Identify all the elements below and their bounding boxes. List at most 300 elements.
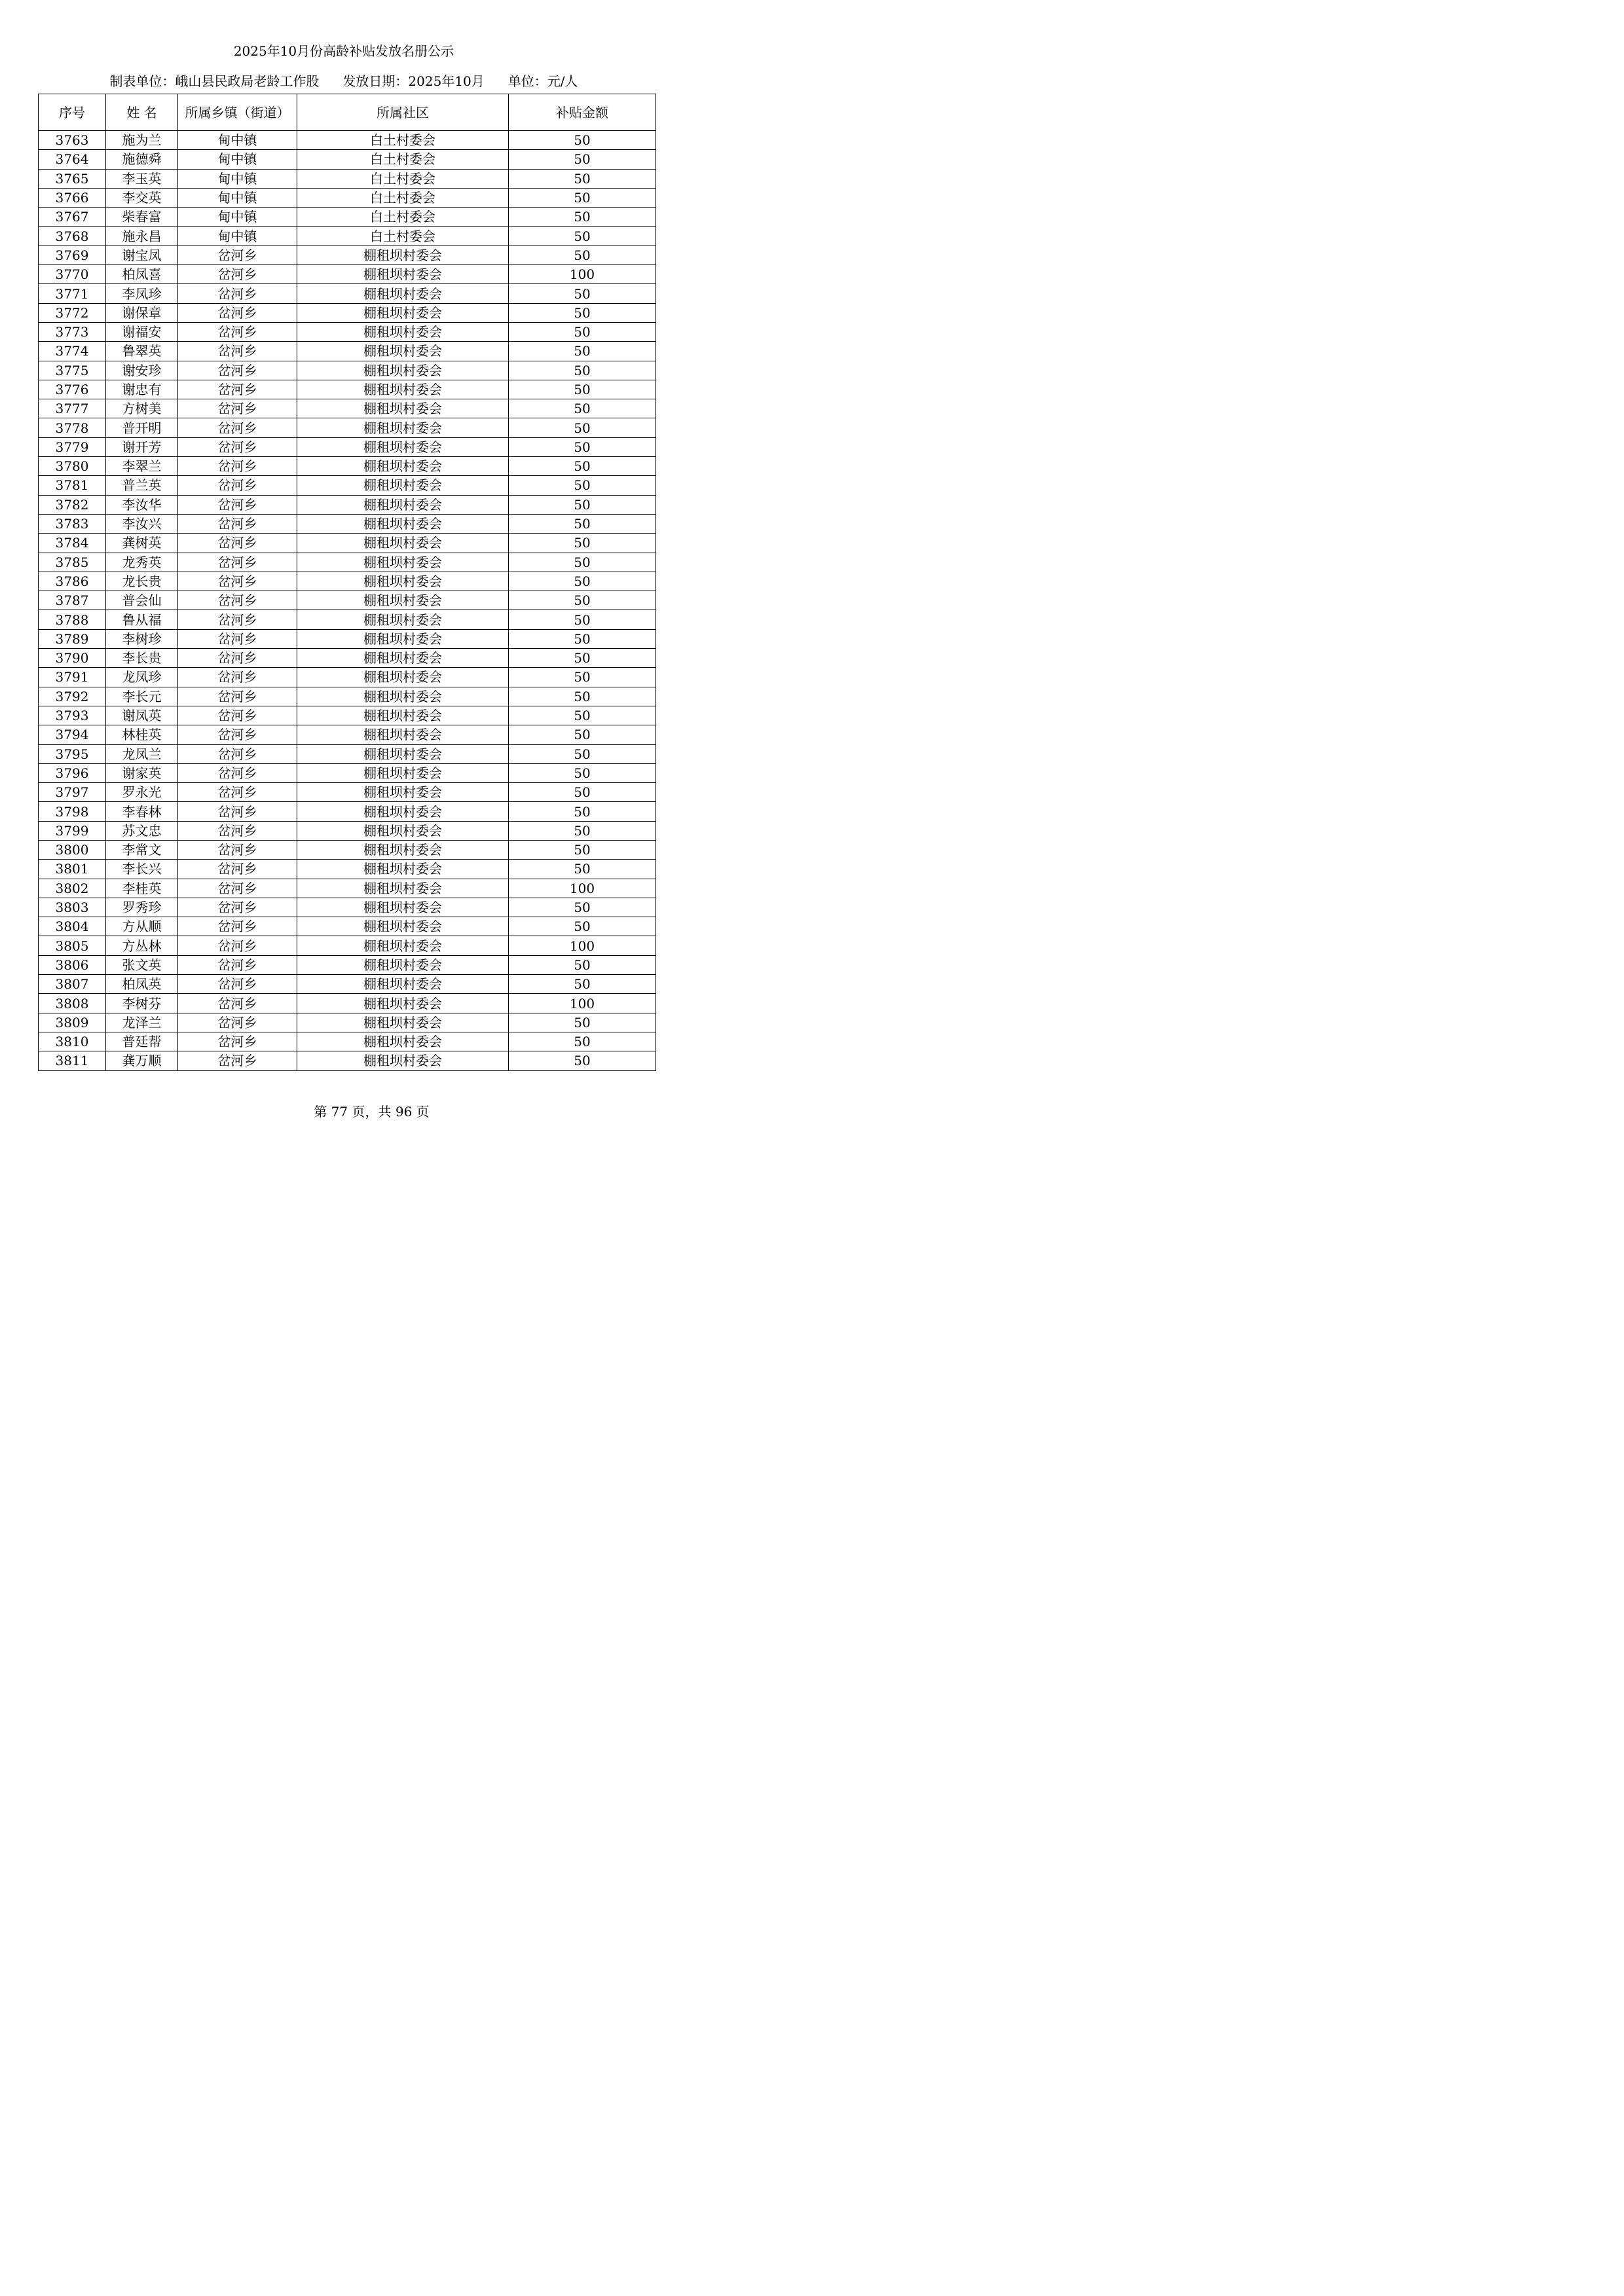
cell-amount: 50 bbox=[509, 246, 656, 264]
cell-serial: 3790 bbox=[39, 649, 106, 668]
table-row bbox=[39, 821, 656, 840]
cell-township: 甸中镇 bbox=[178, 208, 297, 227]
cell-community: 棚租坝村委会 bbox=[297, 495, 509, 514]
cell-name: 龙长贵 bbox=[106, 572, 178, 591]
table-row bbox=[39, 668, 656, 687]
cell-serial: 3789 bbox=[39, 629, 106, 648]
table-row bbox=[39, 687, 656, 706]
cell-serial: 3787 bbox=[39, 591, 106, 610]
cell-township: 甸中镇 bbox=[178, 188, 297, 207]
cell-community: 棚租坝村委会 bbox=[297, 361, 509, 380]
cell-township: 岔河乡 bbox=[178, 284, 297, 303]
cell-township: 岔河乡 bbox=[178, 840, 297, 859]
cell-community: 白土村委会 bbox=[297, 150, 509, 169]
cell-name: 罗永光 bbox=[106, 783, 178, 802]
cell-serial: 3803 bbox=[39, 898, 106, 917]
cell-serial: 3775 bbox=[39, 361, 106, 380]
cell-amount: 50 bbox=[509, 303, 656, 322]
cell-amount: 50 bbox=[509, 188, 656, 207]
cell-name: 方树美 bbox=[106, 399, 178, 418]
cell-community: 棚租坝村委会 bbox=[297, 380, 509, 399]
cell-community: 棚租坝村委会 bbox=[297, 437, 509, 456]
cell-township: 岔河乡 bbox=[178, 437, 297, 456]
cell-name: 龙凤珍 bbox=[106, 668, 178, 687]
cell-township: 岔河乡 bbox=[178, 342, 297, 361]
cell-township: 岔河乡 bbox=[178, 265, 297, 284]
cell-community: 棚租坝村委会 bbox=[297, 284, 509, 303]
cell-community: 棚租坝村委会 bbox=[297, 572, 509, 591]
table-row bbox=[39, 284, 656, 303]
cell-community: 棚租坝村委会 bbox=[297, 399, 509, 418]
cell-name: 李树珍 bbox=[106, 629, 178, 648]
cell-name: 龙泽兰 bbox=[106, 1013, 178, 1032]
cell-amount: 50 bbox=[509, 955, 656, 974]
cell-township: 岔河乡 bbox=[178, 322, 297, 341]
cell-amount: 50 bbox=[509, 572, 656, 591]
cell-township: 岔河乡 bbox=[178, 1051, 297, 1070]
cell-serial: 3802 bbox=[39, 879, 106, 898]
cell-name: 李凤珍 bbox=[106, 284, 178, 303]
cell-community: 棚租坝村委会 bbox=[297, 668, 509, 687]
cell-community: 棚租坝村委会 bbox=[297, 265, 509, 284]
table-row bbox=[39, 437, 656, 456]
cell-amount: 50 bbox=[509, 208, 656, 227]
cell-amount: 50 bbox=[509, 380, 656, 399]
table-row bbox=[39, 1013, 656, 1032]
cell-amount: 50 bbox=[509, 668, 656, 687]
table-row bbox=[39, 418, 656, 437]
cell-community: 棚租坝村委会 bbox=[297, 994, 509, 1013]
header-township: 所属乡镇（街道） bbox=[178, 94, 297, 131]
cell-community: 棚租坝村委会 bbox=[297, 246, 509, 264]
cell-serial: 3806 bbox=[39, 955, 106, 974]
cell-name: 龚树英 bbox=[106, 534, 178, 553]
cell-name: 李交英 bbox=[106, 188, 178, 207]
cell-name: 李长兴 bbox=[106, 860, 178, 879]
table-row bbox=[39, 572, 656, 591]
cell-name: 李春林 bbox=[106, 802, 178, 821]
cell-serial: 3810 bbox=[39, 1032, 106, 1051]
cell-amount: 100 bbox=[509, 265, 656, 284]
cell-township: 岔河乡 bbox=[178, 783, 297, 802]
cell-community: 棚租坝村委会 bbox=[297, 591, 509, 610]
cell-amount: 50 bbox=[509, 840, 656, 859]
cell-township: 甸中镇 bbox=[178, 227, 297, 246]
cell-serial: 3793 bbox=[39, 706, 106, 725]
cell-community: 棚租坝村委会 bbox=[297, 975, 509, 994]
cell-township: 甸中镇 bbox=[178, 150, 297, 169]
table-row bbox=[39, 744, 656, 763]
cell-amount: 50 bbox=[509, 1013, 656, 1032]
cell-township: 岔河乡 bbox=[178, 994, 297, 1013]
cell-name: 李汝华 bbox=[106, 495, 178, 514]
cell-township: 岔河乡 bbox=[178, 572, 297, 591]
cell-community: 棚租坝村委会 bbox=[297, 840, 509, 859]
cell-community: 白土村委会 bbox=[297, 169, 509, 188]
cell-amount: 100 bbox=[509, 936, 656, 955]
cell-name: 方从顺 bbox=[106, 917, 178, 936]
cell-community: 棚租坝村委会 bbox=[297, 936, 509, 955]
cell-name: 谢福安 bbox=[106, 322, 178, 341]
issue-date: 发放日期：2025年10月 bbox=[342, 73, 485, 89]
table-row bbox=[39, 840, 656, 859]
cell-name: 柴春富 bbox=[106, 208, 178, 227]
cell-community: 棚租坝村委会 bbox=[297, 418, 509, 437]
header-amount: 补贴金额 bbox=[509, 94, 656, 131]
table-body bbox=[39, 131, 656, 1071]
cell-serial: 3776 bbox=[39, 380, 106, 399]
cell-amount: 50 bbox=[509, 860, 656, 879]
cell-community: 棚租坝村委会 bbox=[297, 1051, 509, 1070]
cell-township: 岔河乡 bbox=[178, 898, 297, 917]
cell-township: 岔河乡 bbox=[178, 744, 297, 763]
cell-community: 棚租坝村委会 bbox=[297, 898, 509, 917]
cell-serial: 3786 bbox=[39, 572, 106, 591]
cell-name: 苏文忠 bbox=[106, 821, 178, 840]
cell-community: 棚租坝村委会 bbox=[297, 553, 509, 572]
cell-name: 普会仙 bbox=[106, 591, 178, 610]
cell-serial: 3805 bbox=[39, 936, 106, 955]
cell-community: 棚租坝村委会 bbox=[297, 879, 509, 898]
cell-serial: 3797 bbox=[39, 783, 106, 802]
cell-amount: 50 bbox=[509, 687, 656, 706]
table-row bbox=[39, 975, 656, 994]
cell-amount: 50 bbox=[509, 437, 656, 456]
header-serial: 序号 bbox=[39, 94, 106, 131]
cell-community: 白土村委会 bbox=[297, 131, 509, 150]
cell-name: 李树芬 bbox=[106, 994, 178, 1013]
table-row bbox=[39, 265, 656, 284]
cell-serial: 3769 bbox=[39, 246, 106, 264]
table-row bbox=[39, 208, 656, 227]
cell-amount: 50 bbox=[509, 802, 656, 821]
cell-community: 棚租坝村委会 bbox=[297, 821, 509, 840]
cell-amount: 50 bbox=[509, 514, 656, 533]
cell-serial: 3770 bbox=[39, 265, 106, 284]
cell-serial: 3778 bbox=[39, 418, 106, 437]
cell-amount: 50 bbox=[509, 917, 656, 936]
cell-township: 岔河乡 bbox=[178, 821, 297, 840]
cell-community: 棚租坝村委会 bbox=[297, 342, 509, 361]
cell-amount: 50 bbox=[509, 342, 656, 361]
cell-name: 李翠兰 bbox=[106, 457, 178, 476]
cell-name: 林桂英 bbox=[106, 725, 178, 744]
table-row bbox=[39, 706, 656, 725]
cell-community: 白土村委会 bbox=[297, 188, 509, 207]
cell-amount: 50 bbox=[509, 783, 656, 802]
table-row bbox=[39, 342, 656, 361]
cell-serial: 3764 bbox=[39, 150, 106, 169]
cell-serial: 3784 bbox=[39, 534, 106, 553]
cell-name: 普开明 bbox=[106, 418, 178, 437]
cell-serial: 3783 bbox=[39, 514, 106, 533]
cell-amount: 50 bbox=[509, 1032, 656, 1051]
cell-township: 岔河乡 bbox=[178, 955, 297, 974]
cell-amount: 50 bbox=[509, 975, 656, 994]
cell-community: 棚租坝村委会 bbox=[297, 860, 509, 879]
header-name: 姓 名 bbox=[106, 94, 178, 131]
table-row bbox=[39, 227, 656, 246]
table-row bbox=[39, 131, 656, 150]
cell-name: 谢忠有 bbox=[106, 380, 178, 399]
cell-amount: 50 bbox=[509, 476, 656, 495]
cell-amount: 50 bbox=[509, 1051, 656, 1070]
table-row bbox=[39, 860, 656, 879]
cell-township: 岔河乡 bbox=[178, 687, 297, 706]
page-number: 第 77 页，共 96 页 bbox=[314, 1104, 430, 1120]
table-row bbox=[39, 553, 656, 572]
table-row bbox=[39, 629, 656, 648]
cell-township: 岔河乡 bbox=[178, 879, 297, 898]
cell-amount: 50 bbox=[509, 744, 656, 763]
table-row bbox=[39, 936, 656, 955]
cell-name: 施永昌 bbox=[106, 227, 178, 246]
table-row bbox=[39, 303, 656, 322]
cell-township: 岔河乡 bbox=[178, 534, 297, 553]
cell-amount: 50 bbox=[509, 169, 656, 188]
cell-name: 张文英 bbox=[106, 955, 178, 974]
cell-name: 柏凤英 bbox=[106, 975, 178, 994]
cell-serial: 3773 bbox=[39, 322, 106, 341]
cell-name: 龙凤兰 bbox=[106, 744, 178, 763]
cell-amount: 50 bbox=[509, 629, 656, 648]
cell-serial: 3800 bbox=[39, 840, 106, 859]
cell-name: 李玉英 bbox=[106, 169, 178, 188]
cell-serial: 3804 bbox=[39, 917, 106, 936]
cell-serial: 3801 bbox=[39, 860, 106, 879]
cell-amount: 50 bbox=[509, 322, 656, 341]
cell-township: 岔河乡 bbox=[178, 725, 297, 744]
cell-township: 岔河乡 bbox=[178, 763, 297, 782]
cell-community: 棚租坝村委会 bbox=[297, 687, 509, 706]
cell-serial: 3798 bbox=[39, 802, 106, 821]
cell-name: 龚万顺 bbox=[106, 1051, 178, 1070]
cell-name: 柏凤喜 bbox=[106, 265, 178, 284]
cell-township: 岔河乡 bbox=[178, 610, 297, 629]
cell-name: 施为兰 bbox=[106, 131, 178, 150]
cell-community: 棚租坝村委会 bbox=[297, 629, 509, 648]
cell-township: 岔河乡 bbox=[178, 1032, 297, 1051]
table-row bbox=[39, 763, 656, 782]
cell-serial: 3809 bbox=[39, 1013, 106, 1032]
cell-township: 岔河乡 bbox=[178, 629, 297, 648]
table-row bbox=[39, 188, 656, 207]
cell-serial: 3796 bbox=[39, 763, 106, 782]
cell-amount: 50 bbox=[509, 150, 656, 169]
cell-name: 谢凤英 bbox=[106, 706, 178, 725]
cell-township: 岔河乡 bbox=[178, 860, 297, 879]
table-row bbox=[39, 169, 656, 188]
cell-township: 岔河乡 bbox=[178, 495, 297, 514]
document-header-info bbox=[0, 71, 688, 90]
table-row bbox=[39, 955, 656, 974]
cell-amount: 50 bbox=[509, 534, 656, 553]
cell-community: 棚租坝村委会 bbox=[297, 802, 509, 821]
cell-community: 白土村委会 bbox=[297, 227, 509, 246]
cell-community: 棚租坝村委会 bbox=[297, 1032, 509, 1051]
table-row bbox=[39, 1032, 656, 1051]
cell-serial: 3766 bbox=[39, 188, 106, 207]
cell-amount: 50 bbox=[509, 418, 656, 437]
cell-name: 谢家英 bbox=[106, 763, 178, 782]
cell-township: 岔河乡 bbox=[178, 975, 297, 994]
table-row bbox=[39, 725, 656, 744]
cell-serial: 3785 bbox=[39, 553, 106, 572]
cell-township: 岔河乡 bbox=[178, 553, 297, 572]
cell-township: 岔河乡 bbox=[178, 649, 297, 668]
cell-township: 岔河乡 bbox=[178, 418, 297, 437]
cell-serial: 3788 bbox=[39, 610, 106, 629]
cell-name: 李常文 bbox=[106, 840, 178, 859]
cell-name: 谢开芳 bbox=[106, 437, 178, 456]
table-header-row bbox=[39, 94, 656, 131]
cell-amount: 50 bbox=[509, 763, 656, 782]
cell-amount: 50 bbox=[509, 821, 656, 840]
cell-amount: 50 bbox=[509, 457, 656, 476]
cell-community: 棚租坝村委会 bbox=[297, 514, 509, 533]
table-row bbox=[39, 495, 656, 514]
cell-serial: 3808 bbox=[39, 994, 106, 1013]
cell-amount: 50 bbox=[509, 361, 656, 380]
cell-community: 棚租坝村委会 bbox=[297, 476, 509, 495]
table-row bbox=[39, 514, 656, 533]
cell-amount: 50 bbox=[509, 495, 656, 514]
cell-amount: 50 bbox=[509, 706, 656, 725]
cell-serial: 3780 bbox=[39, 457, 106, 476]
cell-serial: 3799 bbox=[39, 821, 106, 840]
subsidy-table bbox=[38, 94, 656, 1071]
cell-name: 方丛林 bbox=[106, 936, 178, 955]
cell-serial: 3791 bbox=[39, 668, 106, 687]
table-row bbox=[39, 649, 656, 668]
cell-name: 普廷帮 bbox=[106, 1032, 178, 1051]
header-community: 所属社区 bbox=[297, 94, 509, 131]
cell-community: 棚租坝村委会 bbox=[297, 303, 509, 322]
cell-township: 岔河乡 bbox=[178, 399, 297, 418]
cell-name: 鲁翠英 bbox=[106, 342, 178, 361]
table-row bbox=[39, 591, 656, 610]
currency-unit: 单位：元/人 bbox=[507, 73, 578, 89]
table-row bbox=[39, 361, 656, 380]
cell-township: 甸中镇 bbox=[178, 131, 297, 150]
table-row bbox=[39, 534, 656, 553]
cell-name: 鲁从福 bbox=[106, 610, 178, 629]
document-title: 2025年10月份高龄补贴发放名册公示 bbox=[233, 43, 454, 59]
cell-amount: 50 bbox=[509, 131, 656, 150]
cell-township: 岔河乡 bbox=[178, 476, 297, 495]
cell-township: 岔河乡 bbox=[178, 591, 297, 610]
cell-township: 岔河乡 bbox=[178, 706, 297, 725]
cell-amount: 50 bbox=[509, 898, 656, 917]
cell-township: 岔河乡 bbox=[178, 917, 297, 936]
cell-community: 棚租坝村委会 bbox=[297, 610, 509, 629]
cell-township: 岔河乡 bbox=[178, 361, 297, 380]
cell-amount: 50 bbox=[509, 284, 656, 303]
cell-amount: 50 bbox=[509, 553, 656, 572]
table-row bbox=[39, 802, 656, 821]
cell-name: 施德舜 bbox=[106, 150, 178, 169]
cell-serial: 3763 bbox=[39, 131, 106, 150]
table-row bbox=[39, 380, 656, 399]
cell-community: 棚租坝村委会 bbox=[297, 706, 509, 725]
cell-community: 棚租坝村委会 bbox=[297, 725, 509, 744]
cell-serial: 3765 bbox=[39, 169, 106, 188]
cell-name: 李桂英 bbox=[106, 879, 178, 898]
cell-serial: 3779 bbox=[39, 437, 106, 456]
cell-name: 普兰英 bbox=[106, 476, 178, 495]
cell-township: 岔河乡 bbox=[178, 802, 297, 821]
issuing-unit: 制表单位：峨山县民政局老龄工作股 bbox=[109, 73, 320, 89]
cell-serial: 3772 bbox=[39, 303, 106, 322]
cell-amount: 50 bbox=[509, 227, 656, 246]
cell-amount: 50 bbox=[509, 399, 656, 418]
cell-township: 岔河乡 bbox=[178, 1013, 297, 1032]
cell-community: 棚租坝村委会 bbox=[297, 322, 509, 341]
cell-serial: 3767 bbox=[39, 208, 106, 227]
table-row bbox=[39, 783, 656, 802]
cell-community: 棚租坝村委会 bbox=[297, 955, 509, 974]
cell-name: 谢保章 bbox=[106, 303, 178, 322]
cell-name: 龙秀英 bbox=[106, 553, 178, 572]
cell-township: 岔河乡 bbox=[178, 668, 297, 687]
cell-amount: 100 bbox=[509, 994, 656, 1013]
cell-community: 棚租坝村委会 bbox=[297, 1013, 509, 1032]
cell-serial: 3768 bbox=[39, 227, 106, 246]
table-row bbox=[39, 898, 656, 917]
cell-serial: 3771 bbox=[39, 284, 106, 303]
table-row bbox=[39, 246, 656, 264]
cell-serial: 3811 bbox=[39, 1051, 106, 1070]
cell-township: 岔河乡 bbox=[178, 457, 297, 476]
table-row bbox=[39, 322, 656, 341]
table-row bbox=[39, 994, 656, 1013]
cell-community: 棚租坝村委会 bbox=[297, 534, 509, 553]
cell-amount: 50 bbox=[509, 725, 656, 744]
cell-name: 李长贵 bbox=[106, 649, 178, 668]
cell-community: 棚租坝村委会 bbox=[297, 763, 509, 782]
table-row bbox=[39, 476, 656, 495]
cell-serial: 3792 bbox=[39, 687, 106, 706]
cell-township: 岔河乡 bbox=[178, 246, 297, 264]
cell-township: 甸中镇 bbox=[178, 169, 297, 188]
cell-name: 李长元 bbox=[106, 687, 178, 706]
cell-community: 白土村委会 bbox=[297, 208, 509, 227]
cell-amount: 50 bbox=[509, 610, 656, 629]
table-row bbox=[39, 1051, 656, 1070]
cell-serial: 3807 bbox=[39, 975, 106, 994]
cell-community: 棚租坝村委会 bbox=[297, 917, 509, 936]
cell-amount: 50 bbox=[509, 649, 656, 668]
cell-community: 棚租坝村委会 bbox=[297, 744, 509, 763]
cell-name: 罗秀珍 bbox=[106, 898, 178, 917]
cell-amount: 100 bbox=[509, 879, 656, 898]
cell-name: 李汝兴 bbox=[106, 514, 178, 533]
table-row bbox=[39, 399, 656, 418]
cell-township: 岔河乡 bbox=[178, 380, 297, 399]
cell-name: 谢宝凤 bbox=[106, 246, 178, 264]
cell-community: 棚租坝村委会 bbox=[297, 457, 509, 476]
cell-township: 岔河乡 bbox=[178, 936, 297, 955]
table-row bbox=[39, 879, 656, 898]
cell-community: 棚租坝村委会 bbox=[297, 649, 509, 668]
table-row bbox=[39, 610, 656, 629]
table-row bbox=[39, 150, 656, 169]
cell-serial: 3794 bbox=[39, 725, 106, 744]
cell-serial: 3782 bbox=[39, 495, 106, 514]
table-row bbox=[39, 917, 656, 936]
cell-serial: 3774 bbox=[39, 342, 106, 361]
table-row bbox=[39, 457, 656, 476]
